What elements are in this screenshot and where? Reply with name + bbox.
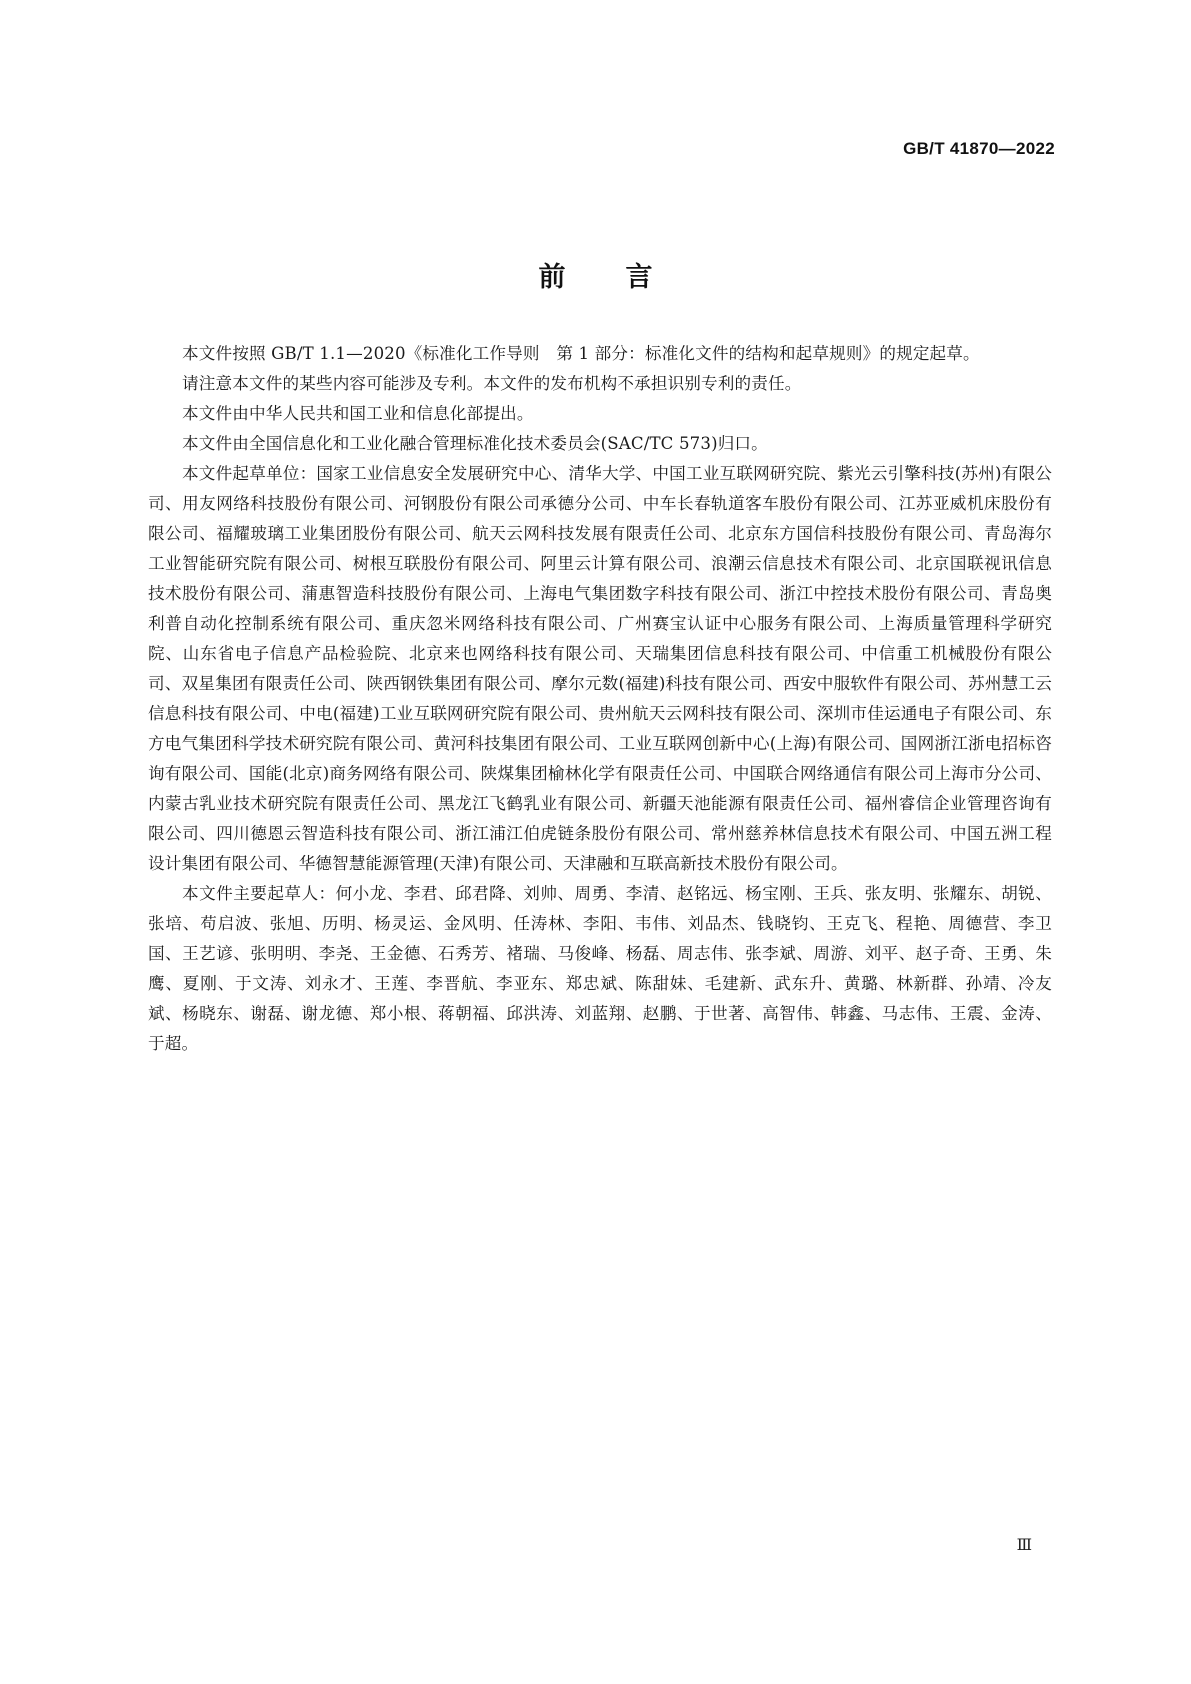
- paragraph-main-drafters: 本文件主要起草人：何小龙、李君、邱君降、刘帅、周勇、李清、赵铭远、杨宝刚、王兵、张友明、张耀东、胡锐、张培、苟启波、张旭、历明、杨灵运、金风明、任涛林、李阳、韦伟、刘品杰、钱晓钧、王克飞、程艳、周德营、李卫国、王艺谚、张明明、李尧、王金德、石秀芳、褚瑞、马俊峰、杨磊、周志伟、张李斌、周游、刘平、赵子奇、王勇、朱鹰、夏刚、于文涛、刘永才、王莲、李晋航、李亚东、郑忠斌、陈甜妹、毛建新、武东升、黄璐、林新群、孙靖、冷友斌、杨晓东、谢磊、谢龙德、郑小根、蒋朝福、邱洪涛、刘蓝翔、赵鹏、于世著、高智伟、韩鑫、马志伟、王震、金涛、于超。: [148, 884, 1052, 1053]
- paragraph-proposed-by: 本文件由中华人民共和国工业和信息化部提出。: [182, 404, 534, 423]
- foreword-body: [148, 339, 1052, 1059]
- page-number: Ⅲ: [1016, 1535, 1032, 1554]
- paragraph-drafting-organizations: 本文件起草单位：国家工业信息安全发展研究中心、清华大学、中国工业互联网研究院、紫光云引擎科技(苏州)有限公司、用友网络科技股份有限公司、河钢股份有限公司承德分公司、中车长春轨道客车股份有限公司、江苏亚威机床股份有限公司、福耀玻璃工业集团股份有限公司、航天云网科技发展有限责任公司、北京东方国信科技股份有限公司、青岛海尔工业智能研究院有限公司、树根互联股份有限公司、阿里云计算有限公司、浪潮云信息技术有限公司、北京国联视讯信息技术股份有限公司、蒲惠智造科技股份有限公司、上海电气集团数字科技有限公司、浙江中控技术股份有限公司、青岛奥利普自动化控制系统有限公司、重庆忽米网络科技有限公司、广州赛宝认证中心服务有限公司、上海质量管理科学研究院、山东省电子信息产品检验院、北京来也网络科技有限公司、天瑞集团信息科技有限公司、中信重工机械股份有限公司、双星集团有限责任公司、陕西钢铁集团有限公司、摩尔元数(福建)科技有限公司、西安中服软件有限公司、苏州慧工云信息科技有限公司、中电(福建)工业互联网研究院有限公司、贵州航天云网科技有限公司、深圳市佳运通电子有限公司、东方电气集团科学技术研究院有限公司、黄河科技集团有限公司、工业互联网创新中心(上海)有限公司、国网浙江浙电招标咨询有限公司、国能(北京)商务网络有限公司、陕煤集团榆林化学有限责任公司、中国联合网络通信有限公司上海市分公司、内蒙古乳业技术研究院有限责任公司、黑龙江飞鹤乳业有限公司、新疆天池能源有限责任公司、福州睿信企业管理咨询有限公司、四川德恩云智造科技有限公司、浙江浦江伯虎链条股份有限公司、常州慈养林信息技术有限公司、中国五洲工程设计集团有限公司、华德智慧能源管理(天津)有限公司、天津融和互联高新技术股份有限公司。: [148, 464, 1052, 873]
- paragraph-patent-notice: 请注意本文件的某些内容可能涉及专利。本文件的发布机构不承担识别专利的责任。: [182, 374, 802, 393]
- standard-number: GB/T 41870—2022: [903, 139, 1055, 158]
- paragraph-drafting-rules: 本文件按照 GB/T 1.1—2020《标准化工作导则 第 1 部分：标准化文件的结构和起草规则》的规定起草。: [182, 344, 980, 363]
- paragraph-centralized-by: 本文件由全国信息化和工业化融合管理标准化技术委员会(SAC/TC 573)归口。: [182, 434, 768, 453]
- page-title: 前言: [538, 262, 713, 294]
